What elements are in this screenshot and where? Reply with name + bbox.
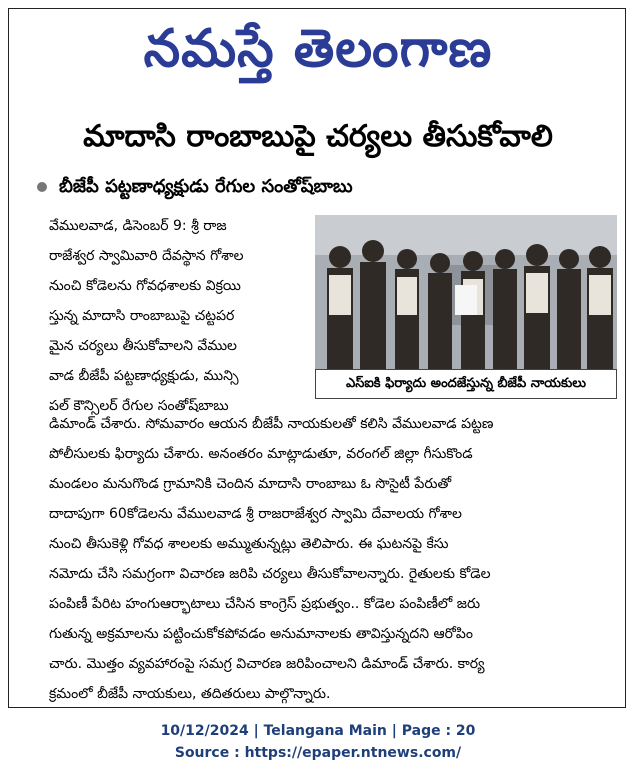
article-line: మైన చర్యలు తీసుకోవాలని వేముల [49, 338, 237, 354]
article-line: పల్ కౌన్సిలర్ రేగుల సంతోష్‌బాబు [49, 398, 229, 414]
article-line: నుంచి తీసుకెళ్లి గోవధ శాలలకు అమ్ముతున్నట్లు తెలిపారు. ఈ ఘటనపై కేసు [49, 536, 449, 552]
group-photo-illustration [315, 215, 617, 369]
source-footer [0, 720, 636, 764]
article-line: చారు. మొత్తం వ్యవహారంపై సమగ్ర విచారణ జరిపించాలని డిమాండ్ చేశారు. కార్య [49, 656, 485, 672]
photo-caption: ఎస్ఐకి ఫిర్యాదు అందజేస్తున్న బీజేపీ నాయకులు [315, 369, 617, 399]
article-subhead [37, 174, 353, 200]
article-body-text [49, 409, 617, 708]
article-column-text [49, 211, 307, 421]
footer-date-page: 10/12/2024 | Telangana Main | Page : 20 [160, 723, 476, 739]
article-line: దాదాపుగా 60కోడెలను వేములవాడ శ్రీ రాజరాజేశ్వర స్వామి దేవాలయ గోశాల [49, 506, 462, 522]
article-headline: మాదాసి రాంబాబుపై చర్యలు తీసుకోవాలి [83, 119, 553, 154]
article-line: నమోదు చేసి సమగ్రంగా విచారణ జరిపి చర్యలు తీసుకోవాలన్నారు. రైతులకు కోడెల [49, 566, 491, 582]
masthead-title: నమస్తే తెలంగాణ [143, 18, 493, 79]
newspaper-clipping [8, 8, 626, 708]
article-line: స్తున్న మాదాసి రాంబాబుపై చట్టపర [49, 308, 235, 324]
footer-source-link[interactable]: Source : https://epaper.ntnews.com/ [174, 745, 462, 761]
article-line: పంపిణీ పేరిట హంగుఆర్భాటాలు చేసిన కాంగ్రెస్ ప్రభుత్వం.. కోడెల పంపిణీలో జరు [49, 596, 481, 612]
article-line: రాజేశ్వర స్వామివారి దేవస్థాన గోశాల [49, 248, 244, 264]
bullet-icon [37, 182, 47, 192]
article-line: డిమాండ్ చేశారు. సోమవారం ఆయన బీజేపీ నాయకులతో కలిసి వేములవాడ పట్టణ [49, 416, 494, 432]
article-line: నుంచి కోడెలను గోవధశాలకు విక్రయి [49, 278, 241, 294]
subhead-text: బీజేపీ పట్టణాధ్యక్షుడు రేగుల సంతోష్‌బాబు [59, 176, 353, 197]
article-line: వాడ బీజేపీ పట్టణాధ్యక్షుడు, మున్సి [49, 368, 239, 384]
article-line: మండలం మనుగొండ గ్రామానికి చెందిన మాదాసి రాంబాబు ఓ సొసైటీ పేరుతో [49, 476, 452, 492]
article-line: క్రమంలో బీజేపీ నాయకులు, తదితరులు పాల్గొన్నారు. [49, 686, 331, 702]
article-line: గుతున్న అక్రమాలను పట్టించుకోకపోవడం అనుమానాలకు తావిస్తున్నదని ఆరోపిం [49, 626, 473, 642]
news-photo [315, 215, 617, 369]
article-line: వేములవాడ, డిసెంబర్ 9: శ్రీ రాజ [49, 218, 227, 234]
article-line: పోలీసులకు ఫిర్యాదు చేశారు. అనంతరం మాట్లాడుతూ, వరంగల్ జిల్లా గీసుకొండ [49, 446, 473, 462]
